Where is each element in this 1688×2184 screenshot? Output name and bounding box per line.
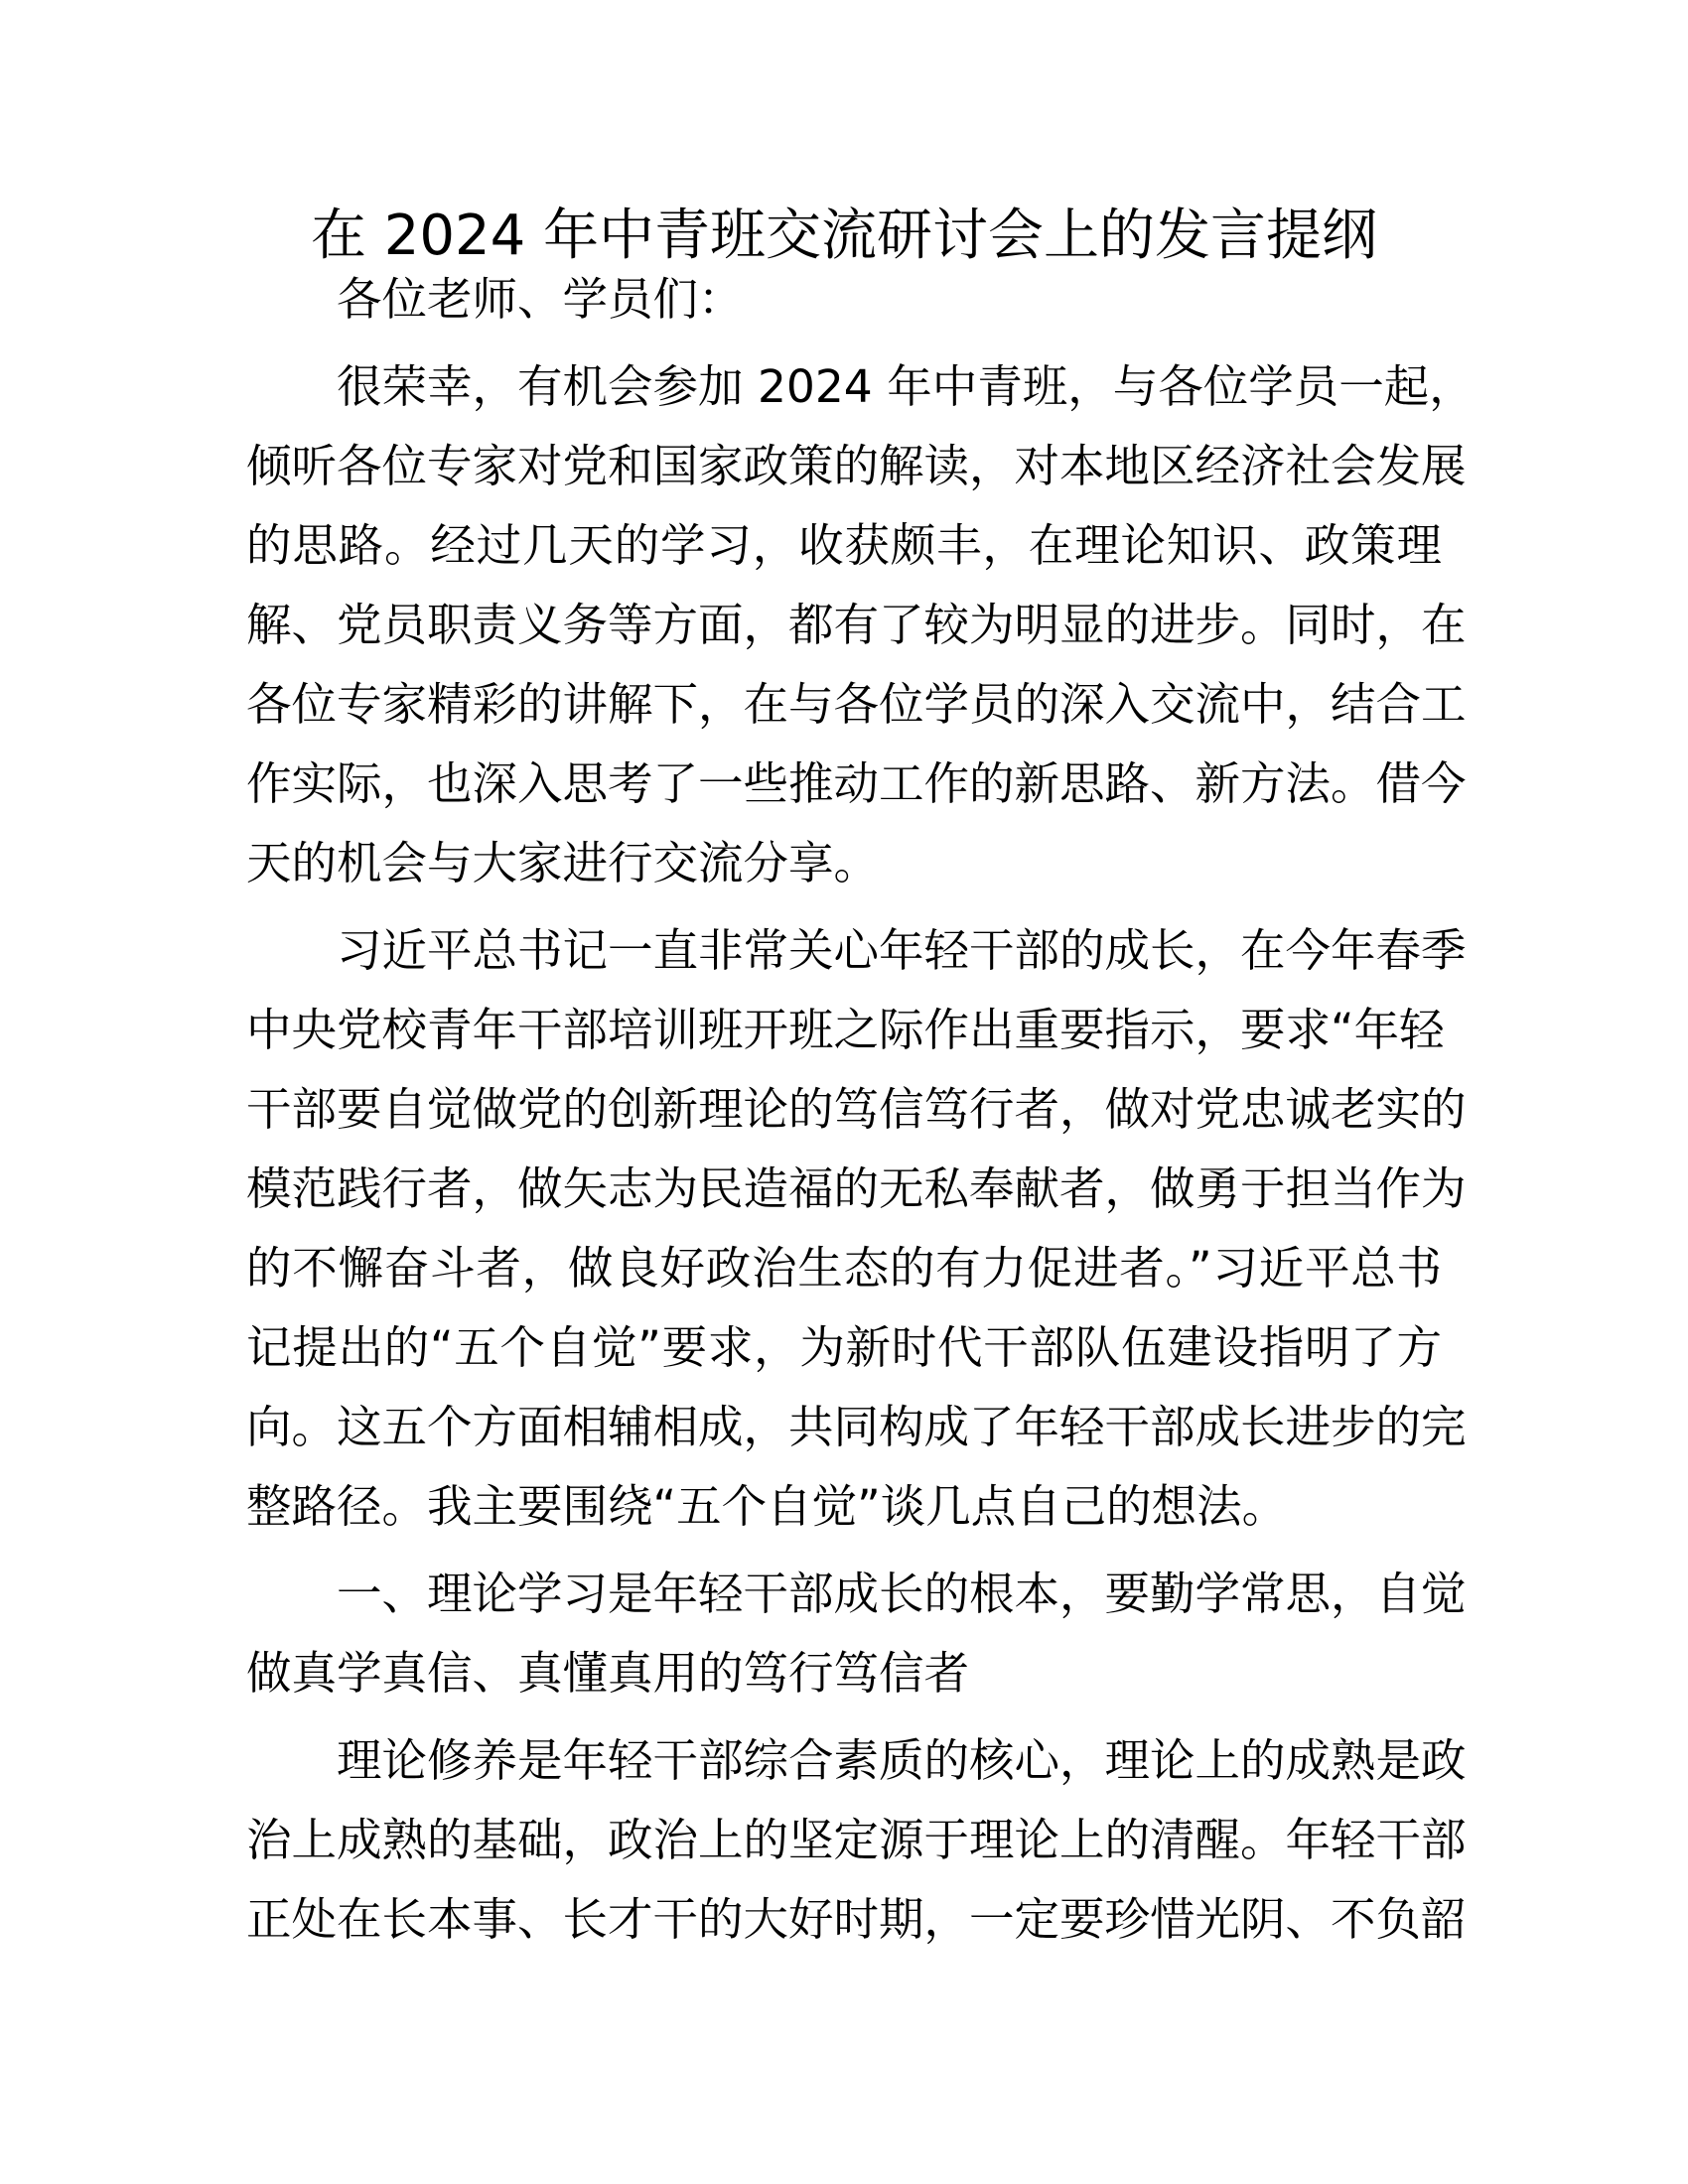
document-title: 在 2024 年中青班交流研讨会上的发言提纲 [310,204,1378,268]
paragraph-3 [246,1721,1467,1960]
document-body [246,260,1475,1960]
paragraph-line: 中央党校青年干部培训班开班之际作出重要指示，要求“年轻 [246,1004,1445,1056]
paragraph-line: 很荣幸，有机会参加 2024 年中青班，与各位学员一起， [337,360,1475,413]
paragraph-line: 记提出的“五个自觉”要求，为新时代干部队伍建设指明了方 [246,1321,1442,1374]
section-heading-line: 做真学真信、真懂真用的笃行笃信者 [246,1647,970,1700]
paragraph-line: 习近平总书记一直非常关心年轻干部的成长，在今年春季 [337,924,1467,977]
paragraph-line: 向。这五个方面相辅相成，共同构成了年轻干部成长进步的完 [246,1401,1467,1453]
paragraph-line: 的不懈奋斗者，做良好政治生态的有力促进者。”习近平总书 [246,1242,1442,1295]
paragraph-line: 理论修养是年轻干部综合素质的核心，理论上的成熟是政 [337,1734,1467,1787]
paragraph-line: 的思路。经过几天的学习，收获颇丰，在理论知识、政策理 [246,519,1442,572]
paragraph-line: 干部要自觉做党的创新理论的笃信笃行者，做对党忠诚老实的 [246,1083,1467,1136]
paragraph-line: 天的机会与大家进行交流分享。 [246,837,880,889]
paragraph-line: 各位专家精彩的讲解下，在与各位学员的深入交流中，结合工 [246,678,1467,731]
paragraph-line: 模范践行者，做矢志为民造福的无私奉献者，做勇于担当作为 [246,1162,1467,1215]
paragraph-1 [246,347,1475,903]
paragraph-line: 整路径。我主要围绕“五个自觉”谈几点自己的想法。 [246,1480,1288,1533]
paragraph-line: 治上成熟的基础，政治上的坚定源于理论上的清醒。年轻干部 [246,1814,1467,1866]
paragraph-line: 作实际，也深入思考了一些推动工作的新思路、新方法。借今 [246,757,1467,810]
paragraph-2 [246,911,1467,1547]
section-heading-line: 一、理论学习是年轻干部成长的根本，要勤学常思，自觉 [337,1568,1467,1620]
paragraph-line: 解、党员职责义务等方面，都有了较为明显的进步。同时，在 [246,599,1467,651]
greeting: 各位老师、学员们： [337,273,744,326]
section-heading-1 [246,1555,1467,1713]
paragraph-line: 倾听各位专家对党和国家政策的解读，对本地区经济社会发展 [246,440,1467,492]
paragraph-line: 正处在长本事、长才干的大好时期，一定要珍惜光阴、不负韶 [246,1893,1467,1946]
